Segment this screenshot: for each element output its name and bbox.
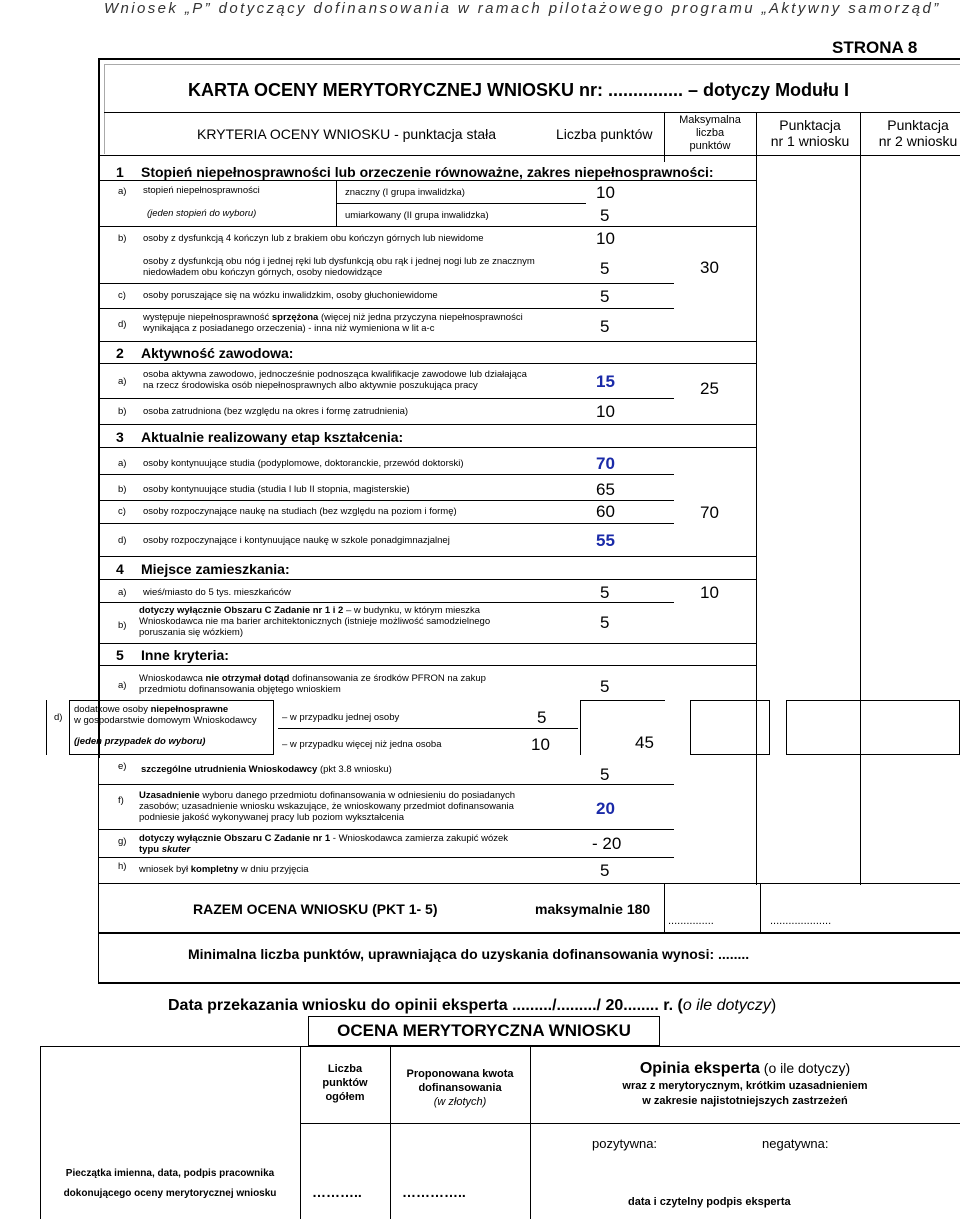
- item-letter: a): [118, 458, 127, 469]
- section-5-title: Inne kryteria:: [141, 647, 229, 663]
- item-letter: h): [118, 861, 127, 872]
- item-text: osoby z dysfunkcją 4 kończyn lub z brakiem obu kończyn górnych lub niewidome: [143, 233, 484, 244]
- section-2-title: Aktywność zawodowa:: [141, 345, 294, 361]
- item-letter: b): [118, 233, 127, 244]
- row-line: [98, 857, 674, 858]
- total-label: RAZEM OCENA WNIOSKU (PKT 1- 5): [193, 901, 438, 917]
- row-line: [98, 474, 674, 475]
- section-4-number: 4: [116, 561, 124, 577]
- item-note: (jeden stopień do wyboru): [147, 208, 257, 219]
- totals-bottom-border: [98, 932, 960, 934]
- item-letter: b): [118, 620, 127, 631]
- item-points: 60: [596, 502, 615, 521]
- score2-column-line: [860, 155, 861, 755]
- item-points: 5: [600, 259, 610, 278]
- item-text: osoby rozpoczynające i kontynuujące naukę w szkole ponadgimnazjalnej: [143, 535, 450, 546]
- column-header-score2: Punktacja nr 2 wniosku: [878, 117, 958, 149]
- expert-title: OCENA MERYTORYCZNA WNIOSKU: [337, 1021, 631, 1040]
- cell-line: [46, 700, 47, 755]
- item-letter: a): [118, 376, 127, 387]
- stamp-label: Pieczątka imienna, data, podpis pracownika dokonującego oceny merytorycznej wniosku: [63, 1168, 277, 1199]
- row-line: [98, 447, 756, 448]
- totals-left-border: [98, 884, 99, 934]
- item-text: występuje niepełnosprawność sprzężona (więcej niż jedna przyczyna niepełnosprawności wynikająca z posiadanego orzeczenia) - inna niż wymieniona w lit a-c: [143, 312, 523, 334]
- cell-line: [580, 700, 581, 755]
- cell-line: [664, 884, 665, 934]
- row-line: [98, 398, 674, 399]
- item-text: Wnioskodawca nie otrzymał dotąd dofinansowania ze środków PFRON na zakup przedmiotu dofinansowania objętego wnioskiem: [139, 673, 486, 695]
- item-letter: b): [118, 484, 127, 495]
- item-letter: c): [118, 290, 126, 301]
- score1-column-line: [756, 155, 757, 755]
- item-points: 5: [600, 317, 610, 336]
- item-text: znaczny (I grupa inwalidzka): [345, 187, 465, 198]
- section-2-number: 2: [116, 345, 124, 361]
- row-line: [98, 226, 756, 227]
- column-header-opinion: Opinia eksperta (o ile dotyczy) wraz z merytorycznym, krótkim uzasadnieniem w zakresie najistotniejszych zastrzeżeń: [622, 1060, 868, 1107]
- minimum-left-border: [98, 934, 99, 984]
- item-text: wieś/miasto do 5 tys. mieszkańców: [143, 587, 291, 598]
- row-line: [278, 728, 578, 729]
- item-text: osoba zatrudniona (bez względu na okres i formę zatrudnienia): [143, 406, 409, 417]
- item-text: osoby poruszające się na wózku inwalidzkim, osoby głuchoniewidome: [143, 290, 438, 301]
- cell-line: [336, 203, 586, 204]
- item-points: 70: [596, 454, 615, 473]
- row-line: [98, 665, 756, 666]
- expert-signature-label: data i czytelny podpis eksperta: [628, 1196, 791, 1208]
- item-letter: a): [118, 680, 127, 691]
- section-3-title: Aktualnie realizowany etap kształcenia:: [141, 429, 404, 445]
- item-letter: d): [118, 319, 127, 330]
- item-text: – w przypadku więcej niż jedna osoba: [282, 739, 442, 750]
- item-text: dodatkowe osoby niepełnosprawne w gospodarstwie domowym Wnioskodawcy: [74, 704, 257, 726]
- item-points: 5: [600, 206, 610, 225]
- item-text: osoba aktywna zawodowo, jednocześnie podnosząca kwalifikacje zawodowe lub działająca na rzecz środowiska osób niepełnosprawnych albo aktywnie poszukująca pracy: [143, 369, 527, 391]
- item-points: 5: [600, 583, 610, 602]
- section-3-number: 3: [116, 429, 124, 445]
- item-letter: a): [118, 587, 127, 598]
- item-text: osoby kontynuujące studia (studia I lub II stopnia, magisterskie): [143, 484, 410, 495]
- row-line: [98, 308, 674, 309]
- max-points: 30: [700, 258, 719, 277]
- row-line: [98, 784, 674, 785]
- row-line: [300, 1123, 960, 1124]
- item-text: dotyczy wyłącznie Obszaru C Zadanie nr 1 - Wnioskodawca zamierza zakupić wózek typu skuter: [139, 833, 509, 855]
- item-points: - 20: [592, 834, 622, 853]
- item-text: osoby z dysfunkcją obu nóg i jednej ręki lub dysfunkcją obu rąk i jednej nogi lub ze znacznym niedowładem obu kończyn górnych, osoby niedowidzące: [143, 256, 535, 278]
- item-letter: e): [118, 761, 127, 772]
- expert-date: Data przekazania wniosku do opinii eksperta ........./........./ 20........ r. (o ile dotyczy): [168, 997, 777, 1014]
- row-line: [98, 643, 756, 644]
- row-line: [98, 523, 674, 524]
- score2-column-line-lower: [860, 755, 861, 885]
- item-points: 5: [600, 613, 610, 632]
- table-shadow-top: [104, 64, 960, 65]
- item-points: 15: [596, 372, 615, 391]
- item-text: – w przypadku jednej osoby: [282, 712, 400, 723]
- column-header-criteria: KRYTERIA OCENY WNIOSKU - punktacja stała: [197, 126, 497, 142]
- section-1-title: Stopień niepełnosprawności lub orzeczenie równoważne, zakres niepełnosprawności:: [141, 164, 714, 180]
- table-left-border-lower: [98, 755, 99, 885]
- row-line: [98, 829, 674, 830]
- table-left-border: [98, 58, 100, 758]
- amount-field[interactable]: …………..: [402, 1184, 466, 1200]
- row-line: [98, 556, 756, 557]
- max-points: 70: [700, 503, 719, 522]
- total-points-field[interactable]: ………..: [312, 1184, 362, 1200]
- score1-total: ...............: [668, 915, 714, 927]
- cell-line: [760, 884, 761, 934]
- column-header-score1: Punktacja nr 1 wniosku: [770, 117, 850, 149]
- minimum-points: Minimalna liczba punktów, uprawniająca do uzyskania dofinansowania wynosi: ........: [188, 946, 750, 962]
- item-points: 10: [596, 402, 615, 421]
- item-points: 5: [600, 861, 610, 880]
- item-text: wniosek był kompletny w dniu przyjęcia: [139, 864, 309, 875]
- row-line: [98, 341, 756, 342]
- opinion-negative[interactable]: negatywna:: [762, 1136, 829, 1151]
- table-shadow-left: [104, 64, 105, 154]
- item-points: 65: [596, 480, 615, 499]
- score2-cell: [786, 700, 960, 755]
- item-letter: a): [118, 186, 127, 197]
- row-line: [98, 579, 756, 580]
- item-letter: b): [118, 406, 127, 417]
- row-line: [98, 500, 674, 501]
- max-points: 25: [700, 379, 719, 398]
- item-points: 10: [596, 183, 615, 202]
- column-header-total-points: Liczba punktów ogółem: [322, 1063, 368, 1103]
- opinion-positive[interactable]: pozytywna:: [592, 1136, 658, 1151]
- minimum-bottom-border: [98, 982, 960, 984]
- card-title: KARTA OCENY MERYTORYCZNEJ WNIOSKU nr: ............... – dotyczy Modułu I: [188, 80, 850, 100]
- document-header: Wniosek „P” dotyczący dofinansowania w ramach pilotażowego programu „Aktywny samorząd”: [104, 0, 941, 17]
- row-line: [98, 602, 674, 603]
- item-text: umiarkowany (II grupa inwalidzka): [345, 210, 489, 221]
- score1-cell: [690, 700, 770, 755]
- section-5-number: 5: [116, 647, 124, 663]
- row-line: [98, 180, 756, 181]
- row-line: [98, 283, 674, 284]
- item-points: 5: [537, 708, 547, 727]
- row-line: [98, 424, 756, 425]
- item-text: osoby rozpoczynające naukę na studiach (bez względu na poziom i formę): [143, 506, 457, 517]
- item-points: 20: [596, 799, 615, 818]
- item-points: 5: [600, 287, 610, 306]
- row-line: [98, 363, 756, 364]
- section-4-title: Miejsce zamieszkania:: [141, 561, 290, 577]
- score2-total: ....................: [770, 915, 832, 927]
- item-letter: f): [118, 795, 124, 806]
- column-header-max: Maksymalna liczba punktów: [679, 114, 741, 152]
- item-note: (jeden przypadek do wyboru): [74, 736, 206, 747]
- item-points: 55: [596, 531, 615, 550]
- item-points: 5: [600, 677, 610, 696]
- item-points: 10: [531, 735, 550, 754]
- item-letter: d): [118, 535, 127, 546]
- item-text: szczególne utrudnienia Wnioskodawcy (pkt 3.8 wniosku): [141, 764, 392, 775]
- item-text: osoby kontynuujące studia (podyplomowe, doktoranckie, przewód doktorski): [143, 458, 464, 469]
- cell-line: [580, 700, 665, 701]
- page-number: STRONA 8: [832, 38, 918, 57]
- total-max: maksymalnie 180: [535, 901, 651, 917]
- max-points: 45: [635, 733, 654, 752]
- item-points: 5: [600, 765, 610, 784]
- item-letter: d): [54, 712, 63, 723]
- header-separator: [98, 155, 960, 156]
- row-line: [98, 883, 960, 884]
- item-text: dotyczy wyłącznie Obszaru C Zadanie nr 1 i 2 – w budynku, w którym mieszka Wnioskodawca nie ma barier architektonicznych (istnieje możliwość samodzielnego poruszania się wózkiem): [139, 605, 491, 638]
- section-1-number: 1: [116, 164, 124, 180]
- table-top-border: [98, 58, 960, 60]
- title-separator: [104, 112, 960, 113]
- item-text: Uzasadnienie wyboru danego przedmiotu dofinansowania w odniesieniu do posiadanych zasobów; uzasadnienie wniosku wskazujące, że wnioskowany przedmiot dofinansowania podniesie jakość wykonywanej pracy lub poziom wykształcenia: [139, 790, 516, 823]
- max-points: 10: [700, 583, 719, 602]
- column-header-amount: Proponowana kwota dofinansowania (w złotych): [406, 1068, 514, 1108]
- column-header-points: Liczba punktów: [556, 126, 653, 142]
- item-letter: g): [118, 836, 127, 847]
- item-letter: c): [118, 506, 126, 517]
- score1-column-line-lower: [756, 755, 757, 885]
- item-points: 10: [596, 229, 615, 248]
- item-text: stopień niepełnosprawności: [143, 185, 260, 196]
